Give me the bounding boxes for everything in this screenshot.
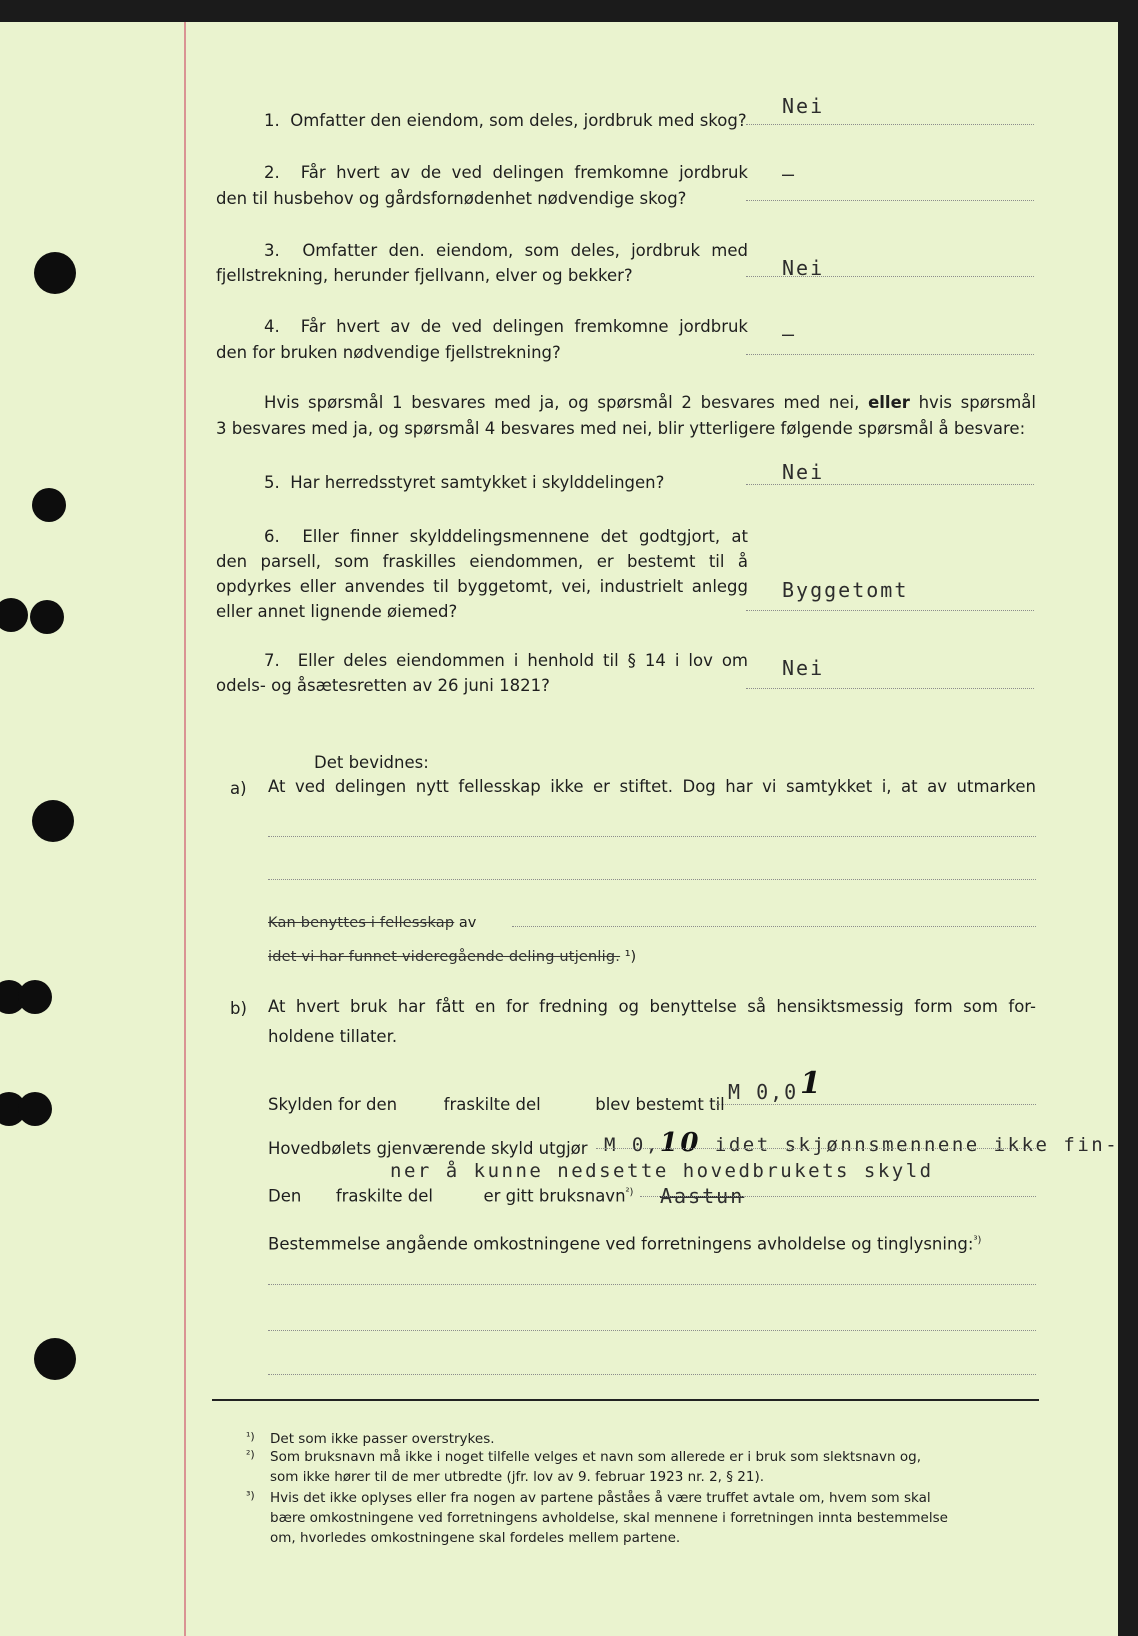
item-b-text-line-1: At hvert bruk har fått en for fredning og benyttelse så hensiktsmessig form som for-: [268, 997, 1036, 1016]
question-6-line-1: 6. Eller finner skylddelingsmennene det godtgjort, at: [264, 527, 748, 546]
question-4-line-1: 4. Får hvert av de ved delingen fremkomne jordbruk: [264, 317, 748, 336]
answer-4: –: [782, 322, 797, 346]
footnote-3-line-2: bære omkostningene ved forretningens avholdelse, skal mennene i forretningen innta bestemmelse: [270, 1510, 948, 1526]
skyld-line-3: Den fraskilte del er gitt bruksnavn$^{^2)}$: [268, 1186, 634, 1206]
costs-label: Bestemmelse angående omkostningene ved forretningens avholdelse og tinglysning:$^{^3)}$: [268, 1234, 982, 1254]
condition-line-2: 3 besvares med ja, og spørsmål 4 besvares med nei, blir ytterligere følgende spørsmål å besvare:: [216, 419, 1026, 438]
footnote-3-line-3: om, hvorledes omkostningene skal fordeles mellem partene.: [270, 1530, 681, 1546]
condition-line-1: Hvis spørsmål 1 besvares med ja, og spørsmål 2 besvares med nei, eller hvis spørsmål: [264, 393, 1036, 412]
answer-line-5: [746, 484, 1034, 485]
skyld-line-3-fill: [640, 1196, 1036, 1197]
answer-6: Byggetomt: [782, 578, 909, 602]
question-3-line-2: fjellstrekning, herunder fjellvann, elver og bekker?: [216, 266, 633, 285]
blank-line: [268, 1330, 1036, 1331]
binder-hole: [18, 980, 52, 1014]
item-b-label: b): [230, 999, 247, 1018]
question-2-line-2: den til husbehov og gårdsfornødenhet nødvendige skog?: [216, 189, 687, 208]
question-3-line-1: 3. Omfatter den. eiendom, som deles, jordbruk med: [264, 241, 748, 260]
answer-line-6: [746, 610, 1034, 611]
binder-hole: [32, 800, 74, 842]
answer-line-7: [746, 688, 1034, 689]
skyld-line-2-fill: [596, 1148, 1036, 1149]
footnote-2-line-2: som ikke hører til de mer utbredte (jfr. lov av 9. februar 1923 nr. 2, § 21).: [270, 1469, 765, 1485]
struck-line-1: Kan benyttes i fellesskap av: [268, 915, 477, 931]
binder-hole: [34, 252, 76, 294]
question-2-line-1: 2. Får hvert av de ved delingen fremkomne jordbruk: [264, 163, 748, 182]
footnote-2: ²) Som bruksnavn må ikke i noget tilfelle velges et navn som allerede er i bruk som slektsnavn og,: [246, 1448, 922, 1465]
answer-line-2: [746, 200, 1034, 201]
answer-line-3: [746, 276, 1034, 277]
question-4-line-2: den for bruken nødvendige fjellstrekning?: [216, 343, 561, 362]
question-5: 5. Har herredsstyret samtykket i skylddelingen?: [264, 473, 665, 492]
question-7-line-2: odels- og åsætesretten av 26 juni 1821?: [216, 676, 550, 695]
answer-3: Nei: [782, 256, 825, 280]
item-b-text-line-2: holdene tillater.: [268, 1027, 398, 1046]
item-a-label: a): [230, 779, 247, 798]
footnote-1: ¹) Det som ikke passer overstrykes.: [246, 1430, 495, 1447]
skyld-value-2-continued: ner å kunne nedsette hovedbrukets skyld: [390, 1160, 934, 1182]
answer-line-1: [746, 124, 1034, 125]
answer-2: –: [782, 162, 797, 186]
skyld-line-2: Hovedbølets gjenværende skyld utgjør: [268, 1139, 588, 1158]
skyld-value-2: M 0,10 idet skjønnsmennene ikke fin-: [604, 1128, 1120, 1158]
skyld-value-1-handwritten: 1: [800, 1066, 821, 1101]
skyld-value-2-handwritten: 10: [659, 1128, 701, 1158]
question-6-line-3: opdyrkes eller anvendes til byggetomt, vei, industrielt anlegg: [216, 577, 748, 596]
question-6-line-4: eller annet lignende øiemed?: [216, 602, 458, 621]
blank-line: [268, 879, 1036, 880]
answer-7: Nei: [782, 656, 825, 680]
binder-hole: [30, 600, 64, 634]
skyld-line-1: Skylden for den fraskilte del blev bestemt til: [268, 1095, 725, 1114]
bruksnavn-value: Aastun: [660, 1184, 745, 1208]
item-a-text: At ved delingen nytt fellesskap ikke er stiftet. Dog har vi samtykket i, at av utmarken: [268, 777, 1036, 796]
skyld-value-1: M 0,0: [728, 1080, 799, 1104]
answer-line-4: [746, 354, 1034, 355]
blank-line: [268, 1284, 1036, 1285]
blank-line: [268, 836, 1036, 837]
binder-hole: [34, 1338, 76, 1380]
struck-line-1-fill: [512, 926, 1036, 927]
answer-5: Nei: [782, 460, 825, 484]
binder-hole: [18, 1092, 52, 1126]
answer-1: Nei: [782, 94, 825, 118]
footnote-3: ³) Hvis det ikke oplyses eller fra nogen av partene påståes å være truffet avtale om, hvem som skal: [246, 1489, 931, 1506]
certification-heading: Det bevidnes:: [314, 753, 429, 772]
binder-hole: [32, 488, 66, 522]
struck-line-2: idet vi har funnet videregående deling utjenlig. ¹): [268, 949, 637, 965]
question-7-line-1: 7. Eller deles eiendommen i henhold til § 14 i lov om: [264, 651, 748, 670]
blank-line: [268, 1374, 1036, 1375]
footnote-separator: [212, 1399, 1039, 1401]
question-1: 1. Omfatter den eiendom, som deles, jordbruk med skog?: [264, 111, 747, 130]
skyld-line-1-fill: [716, 1104, 1036, 1105]
question-6-line-2: den parsell, som fraskilles eiendommen, er bestemt til å: [216, 552, 748, 571]
margin-rule: [184, 22, 186, 1636]
